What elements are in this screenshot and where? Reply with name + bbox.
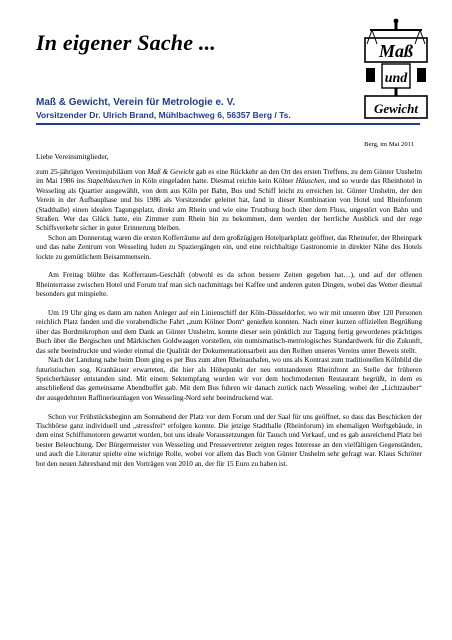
paragraph-text: Um 19 Uhr ging es dann am nahen Anleger auf ein Linienschiff der Köln-Düsseldorfer, wo wir mit unseren über 120 Personen reichlich Platz fanden und die vorabendliche Fahrt „zum Kölner Dom“ genießen konnten. Nach einer kurzen offiziellen Begrüßung über das Bordmikrophon und dem Dank an Günter Unshelm, konnte dieser sein pünktlich zur Tagung fertig gewordenes prächtiges Buch über die Bergischen und Märkischen Goldwaagen vorstellen, ein numismatisch-metrologisches Standardwerk für die Zukunft, das sehr beeindruckte und wieder einmal die Qualität der Dokumentationsarbeit aus den Reihen unseres Vereins unter Beweis stellt. — [36, 309, 422, 355]
paragraph-text: und so wurde das Rheinhotel in Wesseling als Quartier ausgewählt, von dem aus Köln per Bahn, Bus und Schiff leicht zu erreichen ist. Günter Unshelm, der den Verein in der Aufbauphase und bis 1986 als Vorsitzender geleitet hat, fand in dieser Kombination von Hotel und Rheinforum (Stadthalle) einen idealen Tagungsplatz, direkt am Rhein und wie eine Trutzburg hoch über dem Fluss, ungestört von Bahn und Straßen. Wer das Glück hatte, ein Zimmer zum Rhein hin zu bekommen, dem werden der herrliche Ausblick und der rege Schiffsverkehr sicher in guter Erinnerung bleiben. — [36, 177, 422, 233]
paragraph-text: Nach der Landung nahe beim Dom ging es per Bus zum alten Rheinauhafen, wo uns als Kontrast zum traditionellen Kölnbild die futuristischen sog. Kranhäuser erwarteten, die hier als Höhepunkt der neu entstandenen Rheinfront an Stelle der früheren Speicherhäuser entstanden sind. Mit einem Sektempfang wurden wir vor dem hochmodernen Restaurant begrüßt, in dem es anschließend das gemeinsame Abendbuffet gab. Mit dem Bus fuhren wir danach zurück nach Wesseling, wobei der „Lichtzauber“ der ausgedehnten Raffinerieanlagen von Wesseling-Nord sehr beeindruckend war. — [36, 356, 422, 402]
letter-paragraph — [36, 309, 422, 356]
letter-paragraph — [36, 271, 422, 299]
paragraph-text: Schon am Donnerstag waren die ersten Kofferräume auf dem großzügigen Hotelparkplatz geöffnet, das Rheinufer, der Rheinpark und das nahe Zentrum von Wesseling luden zu Spaziergängen ein, und eine reichhaltige Gastronomie in direkter Nähe des Hotels lockte zu gemütlichem Beisammensein. — [36, 233, 422, 261]
letter-paragraph — [36, 413, 422, 469]
logo-top-word: Maß — [378, 41, 414, 61]
letter-greeting: Liebe Vereinsmitglieder, — [36, 152, 109, 161]
paragraph-text: in Köln eingeladen hatte. Diesmal reichte kein Kölner — [132, 177, 296, 186]
letter-body — [36, 168, 422, 478]
association-address: Vorsitzender Dr. Ulrich Brand, Mühlbachweg 6, 56357 Berg / Ts. — [36, 110, 291, 120]
paragraph-text: zum 25-jährigen Vereinsjubiläum von — [36, 168, 148, 176]
paragraph-text: Am Freitag blühte das Kofferraum-Geschäft (obwohl es da schon bessere Zeiten gegeben hat…), und auf der offenen Rheinterrasse zwischen Hotel und Forum traf man sich nachmittags bei Kaffee und anderen guten Dingen, wobei das Wetter diesmal besonders gut mitspielte. — [36, 271, 422, 299]
paragraph-text: Schon vor Frühstücksbeginn am Sonnabend der Platz vor dem Forum und der Saal für uns geöffnet, so dass das Beschicken der Tischbörse ganz individuell und „stressfrei“ erfolgen konnte. Die jetzige Stadthalle (Rheinforum) im ehemaligen Werftgebäude, in dem einst Schiffsmotoren gewartet wurden, bot uns ideale Voraussetzungen für Tausch und Verkauf, und es gab ausreichend Platz bei bester Beleuchtung. Der Bürgermeister von Wesseling und Pressevertreter zeigten reges Interesse an den vielfältigen Gegenständen, und auch die Literatur spielte eine wichtige Rolle, wobei vor allem das Buch von Günter Unshelm sehr gefragt war. Klaus Schröter bot den neuen Jahresband mit den Vorträgen von 2010 an, der für 15 Euro zu haben ist. — [36, 412, 422, 468]
letter-paragraph — [36, 168, 422, 234]
page-title: In eigener Sache ... — [36, 30, 216, 55]
header-divider — [36, 123, 420, 125]
paragraph-text: gab es eine Rückkehr an den Ort des ersten Treffens, zu dem Günter Unshelm im Mai 1986 ins — [36, 168, 423, 186]
logo-bottom-word: Gewicht — [373, 101, 419, 116]
emphasized-text: Stapelhäuschen — [87, 177, 133, 186]
letter-date: Berg, im Mai 2011 — [364, 141, 414, 148]
letter-paragraph — [36, 356, 422, 403]
emphasized-text: Maß & Gewicht — [147, 168, 195, 176]
association-logo — [364, 18, 428, 122]
emphasized-text: Häuschen, — [295, 177, 327, 186]
association-name: Maß & Gewicht, Verein für Metrologie e. V. — [36, 97, 236, 108]
letter-paragraph — [36, 234, 422, 262]
logo-middle-word: und — [384, 71, 408, 86]
